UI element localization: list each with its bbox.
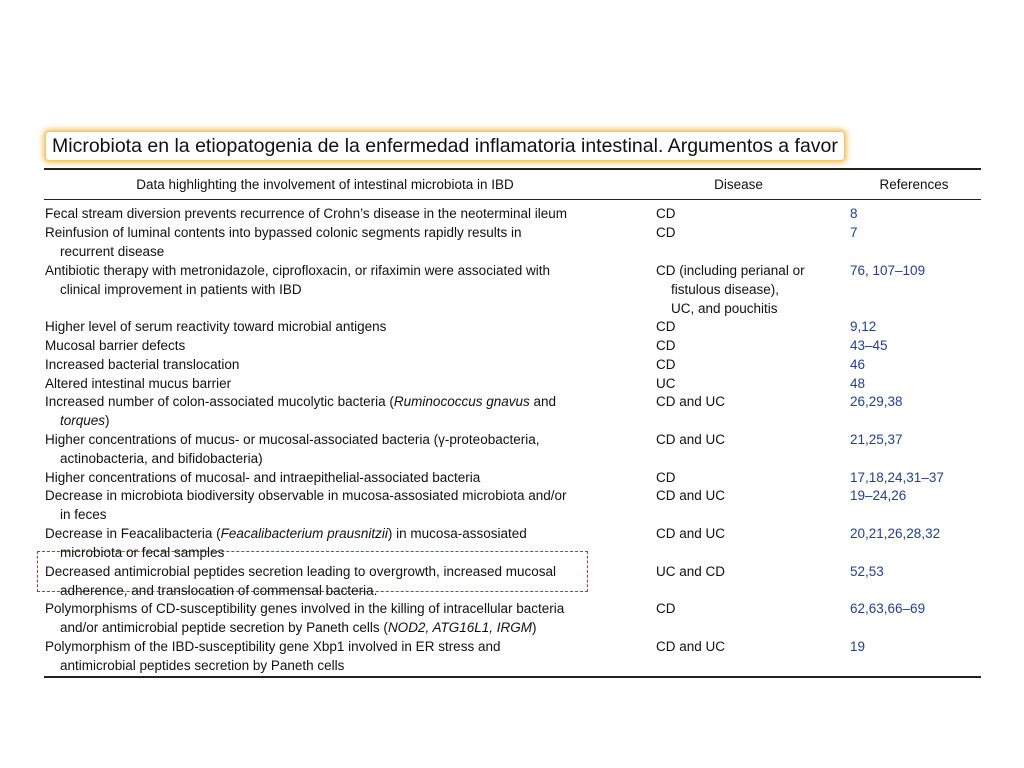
- cell-references: 19–24,26: [850, 488, 907, 503]
- cell-data-line: microbiota or fecal samples: [60, 544, 225, 560]
- cell-disease-line: CD and UC: [656, 394, 726, 409]
- cell-references: 62,63,66–69: [850, 601, 926, 616]
- cell-data-line: in feces: [60, 506, 107, 522]
- cell-data: [45, 356, 645, 375]
- cell-disease-line: UC: [656, 376, 676, 391]
- cell-references: 52,53: [850, 564, 884, 579]
- cell-references: 19: [850, 639, 866, 654]
- cell-disease-line: CD: [656, 225, 676, 240]
- cell-data-line: Decrease in Feacalibacteria (Feacalibacterium prausnitzii) in mucosa-assosiated: [45, 526, 527, 541]
- slide-title: Microbiota en la etiopatogenia de la enfermedad inflamatoria intestinal. Argumentos a favor: [46, 132, 844, 160]
- cell-data: [45, 337, 645, 356]
- cell-data-line: Altered intestinal mucus barrier: [45, 376, 232, 391]
- header-disease: Disease: [714, 177, 763, 192]
- cell-disease-line: CD: [656, 206, 676, 221]
- cell-disease: [656, 337, 846, 356]
- cell-data-line: clinical improvement in patients with IBD: [60, 281, 302, 297]
- table-body: [44, 200, 981, 676]
- header-references: References: [879, 177, 949, 192]
- cell-disease-line: UC, and pouchitis: [671, 300, 778, 316]
- cell-data-line: adherence, and translocation of commensal bacteria.: [60, 582, 378, 598]
- cell-data-line: and/or antimicrobial peptide secretion by Paneth cells (NOD2, ATG16L1, IRGM): [60, 619, 537, 635]
- cell-references: 9,12: [850, 319, 877, 334]
- cell-references: 20,21,26,28,32: [850, 526, 941, 541]
- cell-disease: [656, 224, 846, 243]
- cell-data-line: Higher concentrations of mucosal- and intraepithelial-associated bacteria: [45, 470, 481, 485]
- cell-disease: [656, 393, 846, 412]
- header-data: Data highlighting the involvement of intestinal microbiota in IBD: [136, 177, 514, 192]
- cell-data-line: actinobacteria, and bifidobacteria): [60, 450, 263, 466]
- cell-data-line: recurrent disease: [60, 243, 165, 259]
- cell-disease-line: UC and CD: [656, 564, 726, 579]
- cell-data: [45, 262, 645, 300]
- cell-data-line: antimicrobial peptides secretion by Paneth cells: [60, 657, 345, 673]
- cell-references: 26,29,38: [850, 394, 903, 409]
- cell-data: [45, 375, 645, 394]
- cell-data: [45, 205, 645, 224]
- cell-data-line: Polymorphisms of CD-susceptibility genes involved in the killing of intracellular bacteria: [45, 601, 565, 616]
- cell-disease-line: CD and UC: [656, 488, 726, 503]
- cell-disease: [656, 600, 846, 619]
- cell-disease: [656, 375, 846, 394]
- cell-disease: [656, 563, 846, 582]
- cell-disease: [656, 525, 846, 544]
- cell-references: 48: [850, 376, 866, 391]
- cell-disease: [656, 205, 846, 224]
- cell-disease: [656, 638, 846, 657]
- table-header: [44, 170, 981, 200]
- cell-data: [45, 638, 645, 676]
- cell-data-line: Decrease in microbiota biodiversity observable in mucosa-assosiated microbiota and/or: [45, 488, 567, 503]
- cell-disease-line: CD and UC: [656, 526, 726, 541]
- cell-references: 46: [850, 357, 866, 372]
- cell-data: [45, 525, 645, 563]
- cell-disease: [656, 487, 846, 506]
- cell-data: [45, 600, 645, 638]
- cell-disease-line: CD: [656, 338, 676, 353]
- cell-references: 21,25,37: [850, 432, 903, 447]
- cell-disease: [656, 262, 846, 318]
- cell-disease: [656, 469, 846, 488]
- cell-data-line: Higher concentrations of mucus- or mucosal-associated bacteria (γ-proteobacteria,: [45, 432, 540, 447]
- cell-data: [45, 469, 645, 488]
- data-table: [44, 168, 981, 678]
- cell-data-line: Increased bacterial translocation: [45, 357, 240, 372]
- cell-disease-line: CD (including perianal or: [656, 263, 805, 278]
- cell-references: 43–45: [850, 338, 888, 353]
- cell-data: [45, 224, 645, 262]
- cell-disease-line: CD: [656, 470, 676, 485]
- cell-data-line: Antibiotic therapy with metronidazole, ciprofloxacin, or rifaximin were associated with: [45, 263, 550, 278]
- cell-data-line: Polymorphism of the IBD-susceptibility gene Xbp1 involved in ER stress and: [45, 639, 501, 654]
- cell-disease: [656, 431, 846, 450]
- cell-data: [45, 318, 645, 337]
- cell-disease-line: CD and UC: [656, 432, 726, 447]
- cell-disease-line: fistulous disease),: [671, 281, 780, 297]
- cell-data-line: torques): [60, 412, 110, 428]
- cell-disease-line: CD: [656, 357, 676, 372]
- cell-disease-line: CD: [656, 319, 676, 334]
- cell-data: [45, 487, 645, 525]
- cell-data-line: Reinfusion of luminal contents into bypassed colonic segments rapidly results in: [45, 225, 522, 240]
- cell-data: [45, 563, 645, 601]
- cell-disease-line: CD and UC: [656, 639, 726, 654]
- cell-references: 8: [850, 206, 858, 221]
- cell-data: [45, 431, 645, 469]
- cell-data-line: Decreased antimicrobial peptides secretion leading to overgrowth, increased mucosal: [45, 564, 557, 579]
- cell-references: 76, 107–109: [850, 263, 926, 278]
- cell-disease: [656, 356, 846, 375]
- cell-references: 7: [850, 225, 858, 240]
- cell-disease: [656, 318, 846, 337]
- cell-data-line: Higher level of serum reactivity toward microbial antigens: [45, 319, 387, 334]
- cell-disease-line: CD: [656, 601, 676, 616]
- cell-data: [45, 393, 645, 431]
- cell-data-line: Mucosal barrier defects: [45, 338, 186, 353]
- cell-references: 17,18,24,31–37: [850, 470, 944, 485]
- cell-data-line: Fecal stream diversion prevents recurrence of Crohn’s disease in the neoterminal ileum: [45, 206, 567, 221]
- cell-data-line: Increased number of colon-associated mucolytic bacteria (Ruminococcus gnavus and: [45, 394, 557, 409]
